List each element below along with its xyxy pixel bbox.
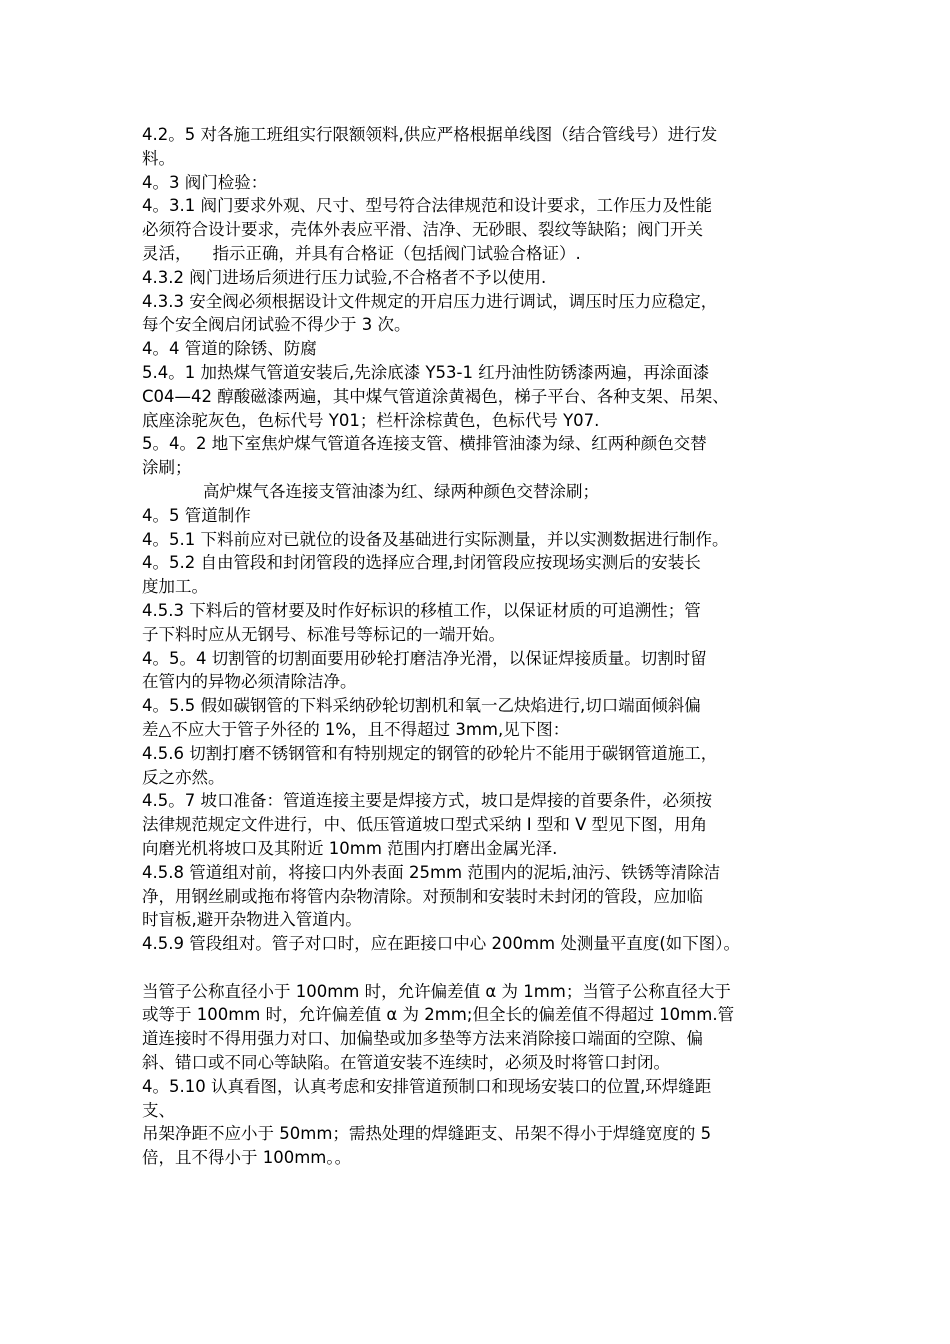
- text-line: 4.3.2 阀门进场后须进行压力试验,不合格者不予以使用.: [142, 267, 547, 287]
- text-line: 底座涂驼灰色，色标代号 Y01；栏杆涂棕黄色，色标代号 Y07.: [142, 410, 600, 430]
- text-line: C04—42 醇酸磁漆两遍，其中煤气管道涂黄褐色，梯子平台、各种支架、吊架、: [142, 386, 729, 406]
- text-line: 向磨光机将坡口及其附近 10mm 范围内打磨出金属光泽.: [142, 838, 558, 858]
- text-line: 子下料时应从无钢号、标准号等标记的一端开始。: [142, 624, 505, 644]
- text-line: 吊架净距不应小于 50mm；需热处理的焊缝距支、吊架不得小于焊缝宽度的 5: [142, 1124, 712, 1144]
- text-line: 在管内的异物必须清除洁净。: [142, 672, 357, 692]
- text-line: 5.4。1 加热煤气管道安装后,先涂底漆 Y53-1 红丹油性防锈漆两遍，再涂面漆: [142, 362, 710, 382]
- text-line: 净，用钢丝刷或拖布将管内杂物清除。对预制和安装时未封闭的管段，应加临: [142, 886, 703, 906]
- text-line: 4.5.3 下料后的管材要及时作好标识的移植工作，以保证材质的可追溯性；管: [142, 600, 701, 620]
- text-line: 支、: [142, 1100, 175, 1120]
- text-line: 4。5。4 切割管的切割面要用砂轮打磨洁净光滑，以保证焊接质量。切割时留: [142, 648, 707, 668]
- text-line: 必须符合设计要求，壳体外表应平滑、洁净、无砂眼、裂纹等缺陷；阀门开关: [142, 220, 703, 240]
- text-line: 或等于 100mm 时，允许偏差值 α 为 2mm;但全长的偏差值不得超过 10mm.管: [142, 1005, 735, 1025]
- text-line: 差△不应大于管子外径的 1%，且不得超过 3mm,见下图：: [142, 719, 570, 739]
- text-line: 4。5.5 假如碳钢管的下料采纳砂轮切割机和氧一乙炔焰进行,切口端面倾斜偏: [142, 696, 701, 716]
- text-line: 4.5.9 管段组对。管子对口时，应在距接口中心 200mm 处测量平直度(如下图）。: [142, 934, 741, 954]
- document-body: [142, 123, 822, 1170]
- text-line: 涂刷；: [142, 458, 192, 478]
- text-line: 料。: [142, 148, 175, 168]
- text-line: 4.5。7 坡口准备：管道连接主要是焊接方式，坡口是焊接的首要条件，必须按: [142, 791, 712, 811]
- text-line: 每个安全阀启闭试验不得少于 3 次。: [142, 315, 411, 335]
- text-line: 4。5.10 认真看图，认真考虑和安排管道预制口和现场安装口的位置,环焊缝距: [142, 1076, 712, 1096]
- text-line: 4.2。5 对各施工班组实行限额领料,供应严格根据单线图（结合管线号）进行发: [142, 125, 718, 144]
- section-heading: 4。4 管道的除锈、防腐: [142, 339, 317, 359]
- text-line: 灵活， 指示正确，并具有合格证（包括阀门试验合格证）.: [142, 243, 581, 263]
- text-line: 当管子公称直径小于 100mm 时，允许偏差值 α 为 1mm；当管子公称直径大于: [142, 981, 731, 1001]
- text-line: 法律规范规定文件进行，中、低压管道坡口型式采纳 I 型和 V 型见下图，用角: [142, 815, 708, 835]
- text-line: 4。3.1 阀门要求外观、尺寸、型号符合法律规范和设计要求，工作压力及性能: [142, 196, 712, 216]
- text-line: 4.5.6 切割打磨不锈钢管和有特别规定的钢管的砂轮片不能用于碳钢管道施工，: [142, 743, 718, 763]
- text-line: 4。5.1 下料前应对已就位的设备及基础进行实际测量，并以实测数据进行制作。: [142, 529, 729, 549]
- section-heading: 4。5 管道制作: [142, 505, 251, 525]
- blank-line: [142, 956, 822, 980]
- section-heading: 4。3 阀门检验：: [142, 172, 268, 192]
- text-line: 度加工。: [142, 577, 208, 597]
- text-line: 倍，且不得小于 100mm。。: [142, 1148, 352, 1168]
- text-line: 斜、错口或不同心等缺陷。在管道安装不连续时，必须及时将管口封闭。: [142, 1053, 670, 1073]
- text-line: 反之亦然。: [142, 767, 225, 787]
- text-line: 时盲板,避开杂物进入管道内。: [142, 910, 362, 930]
- text-line: 道连接时不得用强力对口、加偏垫或加多垫等方法来消除接口端面的空隙、偏: [142, 1029, 703, 1049]
- text-line: 5。4。2 地下室焦炉煤气管道各连接支管、横排管油漆为绿、红两种颜色交替: [142, 434, 707, 454]
- text-line: 4.5.8 管道组对前，将接口内外表面 25mm 范围内的泥垢,油污、铁锈等清除洁: [142, 862, 721, 882]
- text-line: 4。5.2 自由管段和封闭管段的选择应合理,封闭管段应按现场实测后的安装长: [142, 553, 701, 573]
- text-line-indented: 高炉煤气各连接支管油漆为红、绿两种颜色交替涂刷；: [203, 481, 599, 501]
- text-line: 4.3.3 安全阀必须根据设计文件规定的开启压力进行调试，调压时压力应稳定，: [142, 291, 718, 311]
